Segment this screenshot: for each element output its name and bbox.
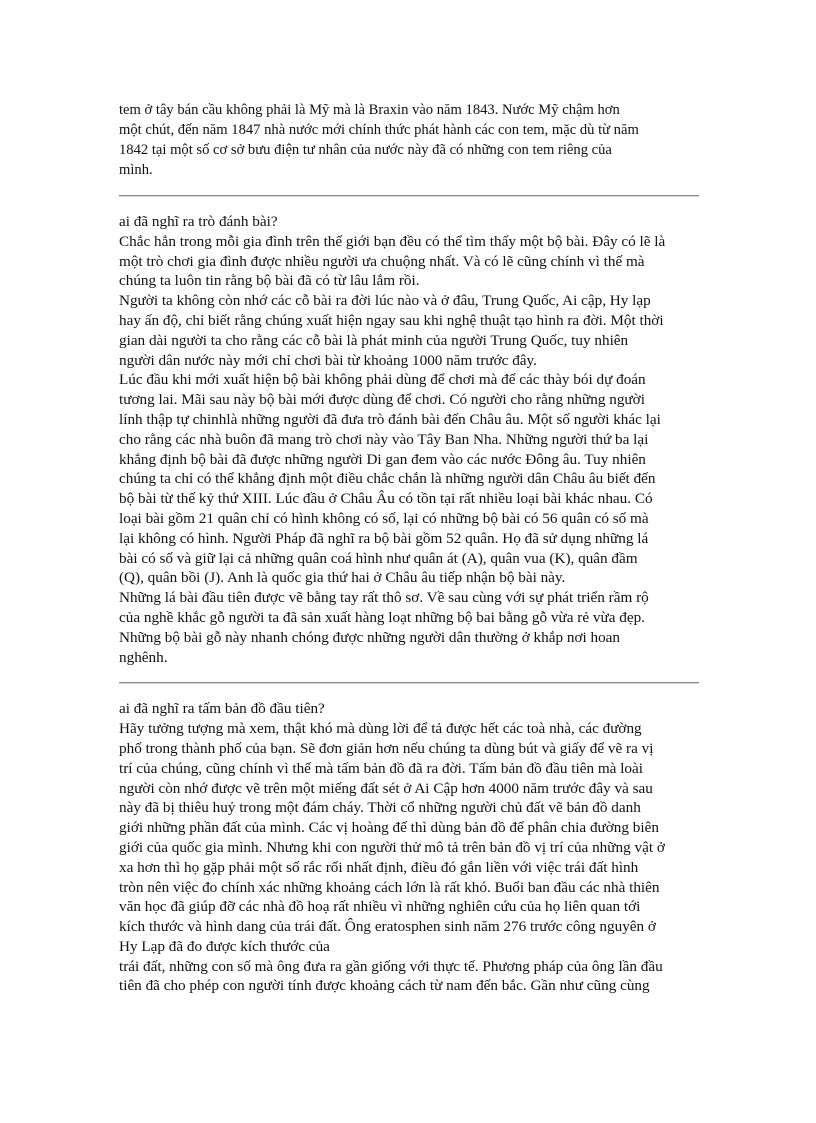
text-line: kích thước và hình dang của trái đất. Ông eratosphen sinh năm 276 trước công nguyên ở — [119, 918, 656, 936]
text-line: hay ấn độ, chỉ biết rằng chúng xuất hiện ngay sau khi nghệ thuật tạo hình ra đời. Một thời — [119, 311, 664, 329]
text-line: khẳng định bộ bài đã được những người Di gan đem vào các nước Đông âu. Tuy nhiên — [119, 450, 646, 468]
text-line: tròn nên việc đo chính xác những khoảng cách lớn là rất khó. Buổi ban đầu các nhà thiên — [119, 878, 660, 896]
text-line: giới của quốc gia mình. Nhưng khi con người thử mô tả trên bản đồ vị trí của những vật ở — [119, 838, 665, 856]
text-line: chúng ta chỉ có thể khẳng định một điều chắc chắn là những người dân Châu âu biết đến — [119, 470, 656, 488]
document-page — [119, 100, 699, 996]
text-line: gian dài người ta cho rằng các cỗ bài là phát minh của người Trung Quốc, tuy nhiên — [119, 331, 629, 349]
text-line: Những lá bài đầu tiên được vẽ bằng tay rất thô sơ. Về sau cùng với sự phát triển rầm rộ — [119, 589, 649, 607]
section-card-game — [119, 212, 699, 667]
text-line: tem ở tây bán cầu không phải là Mỹ mà là Braxin vào năm 1843. Nước Mỹ chậm hơn — [119, 102, 620, 118]
text-line: một chút, đến năm 1847 nhà nước mới chính thức phát hành các con tem, mặc dù từ năm — [119, 122, 639, 138]
section-title: ai đã nghĩ ra trò đánh bài? — [119, 213, 278, 230]
text-line: người còn nhớ được vẽ trên một miếng đất sét ở Ai Cập hơn 4000 năm trước đây và sau — [119, 779, 653, 797]
text-line: tiên đã cho phép con người tính được khoảng cách từ nam đến bắc. Gần như cũng cùng — [119, 977, 650, 995]
text-line: bộ bài từ thế kỷ thứ XIII. Lúc đầu ở Châu Âu có tồn tại rất nhiều loại bài khác nhau. Có — [119, 490, 653, 508]
text-line: Hy Lạp đã đo được kích thước của — [119, 937, 330, 955]
text-line: của nghề khắc gỗ người ta đã sản xuất hàng loạt những bộ bai bằng gỗ vừa rẻ vừa đẹp. — [119, 608, 645, 626]
text-line: giới những phần đất của mình. Các vị hoàng đế thì dùng bản đồ để phân chia đường biên — [119, 819, 659, 837]
text-line: bài có số và giữ lại cả những quân coá hình như quân át (A), quân vua (K), quân đầm — [119, 549, 638, 567]
text-line: Người ta không còn nhớ các cỗ bài ra đời lúc nào và ở đâu, Trung Quốc, Ai cập, Hy lạp — [119, 292, 651, 310]
text-line: văn học đã giúp đỡ các nhà đồ hoạ rất nhiều vì những nghiên cứu của họ liên quan tới — [119, 898, 641, 916]
text-line: loại bài gồm 21 quân chỉ có hình không có số, lại có những bộ bài có 56 quân có số mà — [119, 509, 649, 527]
text-line: tương lai. Mãi sau này bộ bài mới được dùng để chơi. Có người cho rằng những người — [119, 391, 645, 409]
text-line: Hãy tưởng tượng mà xem, thật khó mà dùng lời để tả được hết các toà nhà, các đường — [119, 720, 642, 738]
text-line: 1842 tại một số cơ sở bưu điện tư nhân của nước này đã có những con tem riêng của — [119, 142, 612, 158]
text-line: mình. — [119, 162, 153, 178]
horizontal-rule — [119, 682, 699, 684]
text-line: nghênh. — [119, 648, 168, 666]
text-line: lính thập tự chinhlà những người đã đưa trò đánh bài đến Châu âu. Một số người khác lại — [119, 410, 661, 428]
text-line: chúng ta luôn tin rằng bộ bài đã có từ lâu lắm rồi. — [119, 272, 420, 290]
horizontal-rule — [119, 195, 699, 197]
text-line: (Q), quân bồi (J). Anh là quốc gia thứ hai ở Châu âu tiếp nhận bộ bài này. — [119, 569, 566, 587]
intro-paragraph — [119, 100, 699, 180]
section-first-map — [119, 699, 699, 996]
text-line: Những bộ bài gỗ này nhanh chóng được những người dân thường ở khắp nơi hoan — [119, 628, 621, 646]
text-line: này đã bị thiêu huỷ trong một đám cháy. Thời cổ những người chủ đất vẽ bản đồ danh — [119, 799, 641, 817]
text-line: cho rằng các nhà buôn đã mang trò chơi này vào Tây Ban Nha. Những người thứ ba lại — [119, 430, 649, 448]
text-line: trí của chúng, cũng chính vì thế mà tấm bản đồ đã ra đời. Tấm bản đồ đầu tiên mà loài — [119, 759, 643, 777]
text-line: Chắc hẳn trong mỗi gia đình trên thế giới bạn đều có thể tìm thấy một bộ bài. Đây có lẽ là — [119, 232, 666, 250]
text-line: Lúc đầu khi mới xuất hiện bộ bài không phải dùng để chơi mà để các thày bói dự đoán — [119, 371, 646, 389]
text-line: phố trong thành phố của bạn. Sẽ đơn giản hơn nếu chúng ta dùng bút và giấy để vẽ ra vị — [119, 739, 654, 757]
text-line: xa hơn thì họ gặp phải một số rắc rối nhất định, điều đó gắn liền với việc trái đất hình — [119, 858, 639, 876]
text-line: trái đất, những con số mà ông đưa ra gần giống với thực tế. Phương pháp của ông lần đầu — [119, 957, 663, 975]
text-line: một trò chơi gia đình được nhiều người ưa chuộng nhất. Và có lẽ cũng chính vì thế mà — [119, 252, 645, 270]
text-line: lại không có hình. Người Pháp đã nghĩ ra bộ bài gồm 52 quân. Họ đã sử dụng những lá — [119, 529, 649, 547]
section-title: ai đã nghĩ ra tấm bản đồ đầu tiên? — [119, 700, 325, 718]
text-line: người dân nước này mới chỉ chơi bài từ khoảng 1000 năm trước đây. — [119, 351, 537, 369]
